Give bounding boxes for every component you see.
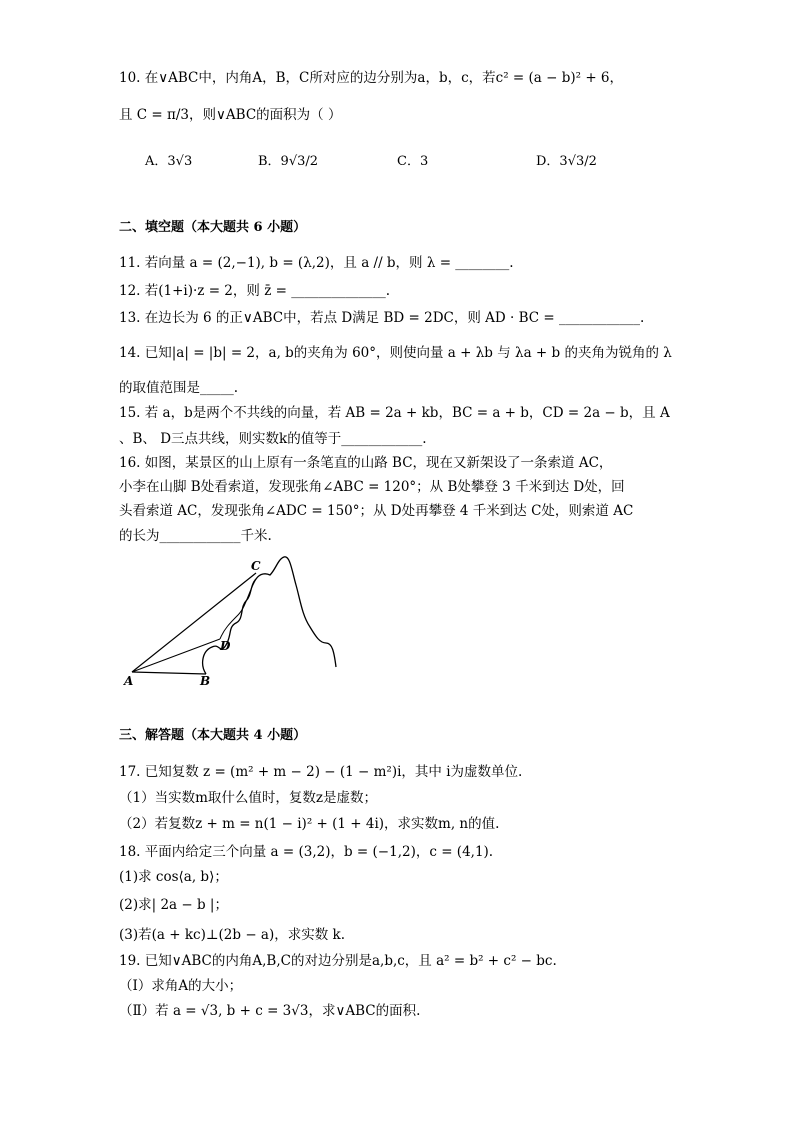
q19-line3: （Ⅱ）若 a = √3, b + c = 3√3，求∨ABC的面积. bbox=[119, 1003, 421, 1019]
q13: 13. 在边长为 6 的正∨ABC中，若点 D满足 BD = 2DC，则 AD · BC = ____________. bbox=[119, 310, 645, 326]
label-b: B bbox=[200, 674, 211, 688]
q16-line3: 头看索道 AC，发现张角∠ADC = 150°；从 D处再攀登 4 千米到达 C处，则索道 AC bbox=[119, 503, 634, 519]
line-ab bbox=[132, 672, 206, 674]
q17-line1: 17. 已知复数 z = (m² + m − 2) − (1 − m²)i，其中 i为虚数单位. bbox=[119, 764, 523, 780]
q15-line1: 15. 若 a，b是两个不共线的向量，若 AB = 2a + kb，BC = a + b，CD = 2a − b，且 A bbox=[119, 405, 670, 421]
q16-line1: 16. 如图，某景区的山上原有一条笔直的山路 BC，现在又新架设了一条索道 AC， bbox=[119, 455, 613, 471]
q19-line1: 19. 已知∨ABC的内角A,B,C的对边分别是a,b,c，且 a² = b² + c² − bc. bbox=[119, 953, 557, 969]
q16-line4: 的长为____________千米. bbox=[119, 528, 272, 544]
q18-line2: (1)求 cos⟨a, b⟩； bbox=[119, 869, 228, 885]
section-answer-title: 三、解答题（本大题共 4 小题） bbox=[119, 728, 307, 743]
label-c: C bbox=[251, 559, 261, 573]
mountain-outline bbox=[203, 557, 336, 674]
q10-option-d: D．3√3/2 bbox=[536, 154, 597, 169]
q12: 12. 若(1+i)·z = 2，则 z̄ = ______________. bbox=[119, 283, 390, 299]
q14-line1: 14. 已知|a| = |b| = 2，a, b的夹角为 60°，则使向量 a + λb 与 λa + b 的夹角为锐角的 λ bbox=[119, 345, 672, 361]
q10-line2: 且 C = π/3，则∨ABC的面积为（ ） bbox=[119, 107, 342, 123]
mountain-ropeway-figure bbox=[120, 555, 342, 690]
label-a: A bbox=[124, 674, 134, 688]
q11: 11. 若向量 a = (2,−1), b = (λ,2)，且 a // b，则 λ = ________. bbox=[119, 255, 514, 271]
q10-option-b: B．9√3/2 bbox=[258, 154, 319, 169]
label-d: D bbox=[220, 639, 231, 653]
line-ad bbox=[132, 639, 220, 672]
q14-line2: 的取值范围是_____. bbox=[119, 380, 239, 396]
section-fill-in-title: 二、填空题（本大题共 6 小题） bbox=[119, 220, 307, 235]
q19-line2: （Ⅰ）求角A的大小； bbox=[119, 978, 243, 994]
q16-line2: 小李在山脚 B处看索道，发现张角∠ABC = 120°；从 B处攀登 3 千米到达 D处，回 bbox=[119, 479, 625, 495]
q17-line2: （1）当实数m取什么值时，复数z是虚数； bbox=[119, 790, 378, 806]
q18-line1: 18. 平面内给定三个向量 a = (3,2)，b = (−1,2)，c = (4,1). bbox=[119, 844, 494, 860]
q10-option-a: A．3√3 bbox=[145, 154, 193, 169]
q18-line3: (2)求| 2a − b |； bbox=[119, 897, 228, 913]
q10-option-c: C．3 bbox=[397, 154, 429, 169]
q15-line2: 、B、 D三点共线，则实数k的值等于____________. bbox=[119, 431, 427, 447]
q10-line1: 10. 在∨ABC中，内角A，B，C所对应的边分别为a，b，c，若c² = (a − b)² + 6， bbox=[119, 70, 624, 86]
q18-line4: (3)若(a + kc)⊥(2b − a)，求实数 k. bbox=[119, 927, 346, 943]
q17-line3: （2）若复数z + m = n(1 − i)² + (1 + 4i)，求实数m, n的值. bbox=[119, 816, 500, 832]
